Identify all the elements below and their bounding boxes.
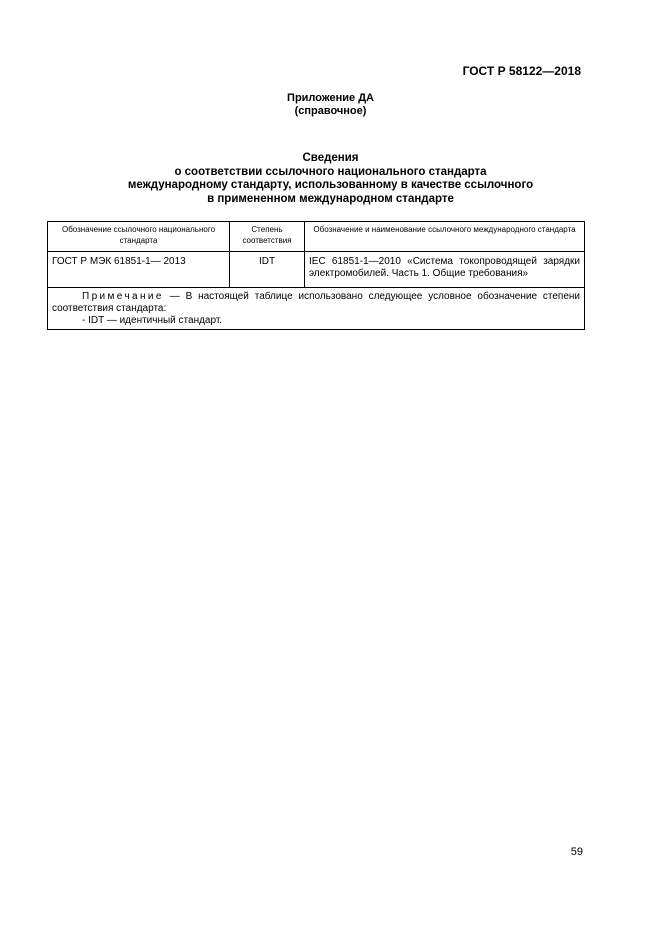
table-row bbox=[48, 252, 585, 288]
reference-table bbox=[47, 221, 585, 330]
heading-line-3: международному стандарту, использованному в качестве ссылочного bbox=[127, 179, 534, 191]
international-standard-cell: IEC 61851-1—2010 «Система токопроводящей зарядки электромобилей. Часть 1. Общие требования» bbox=[305, 252, 585, 288]
column-header-international: Обозначение и наименование ссылочного международного стандарта bbox=[305, 222, 585, 252]
degree-cell: IDT bbox=[230, 252, 305, 288]
note-paragraph bbox=[52, 291, 580, 315]
note-list-item: - IDT — идентичный стандарт. bbox=[82, 315, 223, 326]
column-header-degree: Степень соответствия bbox=[230, 222, 305, 252]
note-row bbox=[48, 288, 585, 330]
heading-line-2: о соответствии ссылочного национального стандарта bbox=[174, 165, 487, 178]
table-header-row bbox=[48, 222, 585, 252]
annex-header bbox=[0, 92, 661, 118]
note-label: Примечание bbox=[82, 291, 164, 302]
column-header-national: Обозначение ссылочного национального стандарта bbox=[48, 222, 230, 252]
note-text: — В настоящей таблице использовано следующее условное обозначение степени соответствия стандарта: bbox=[52, 291, 580, 314]
heading-line-1: Сведения bbox=[302, 152, 359, 164]
annex-type: (справочное) bbox=[294, 105, 367, 117]
heading-line-4: в примененном международном стандарте bbox=[207, 192, 454, 205]
annex-title: Приложение ДА bbox=[287, 92, 374, 104]
standard-code: ГОСТ Р 58122—2018 bbox=[462, 64, 581, 78]
section-heading bbox=[0, 152, 661, 206]
page-number: 59 bbox=[570, 846, 583, 858]
national-standard-cell: ГОСТ Р МЭК 61851-1— 2013 bbox=[48, 252, 230, 288]
table-note bbox=[48, 288, 585, 330]
